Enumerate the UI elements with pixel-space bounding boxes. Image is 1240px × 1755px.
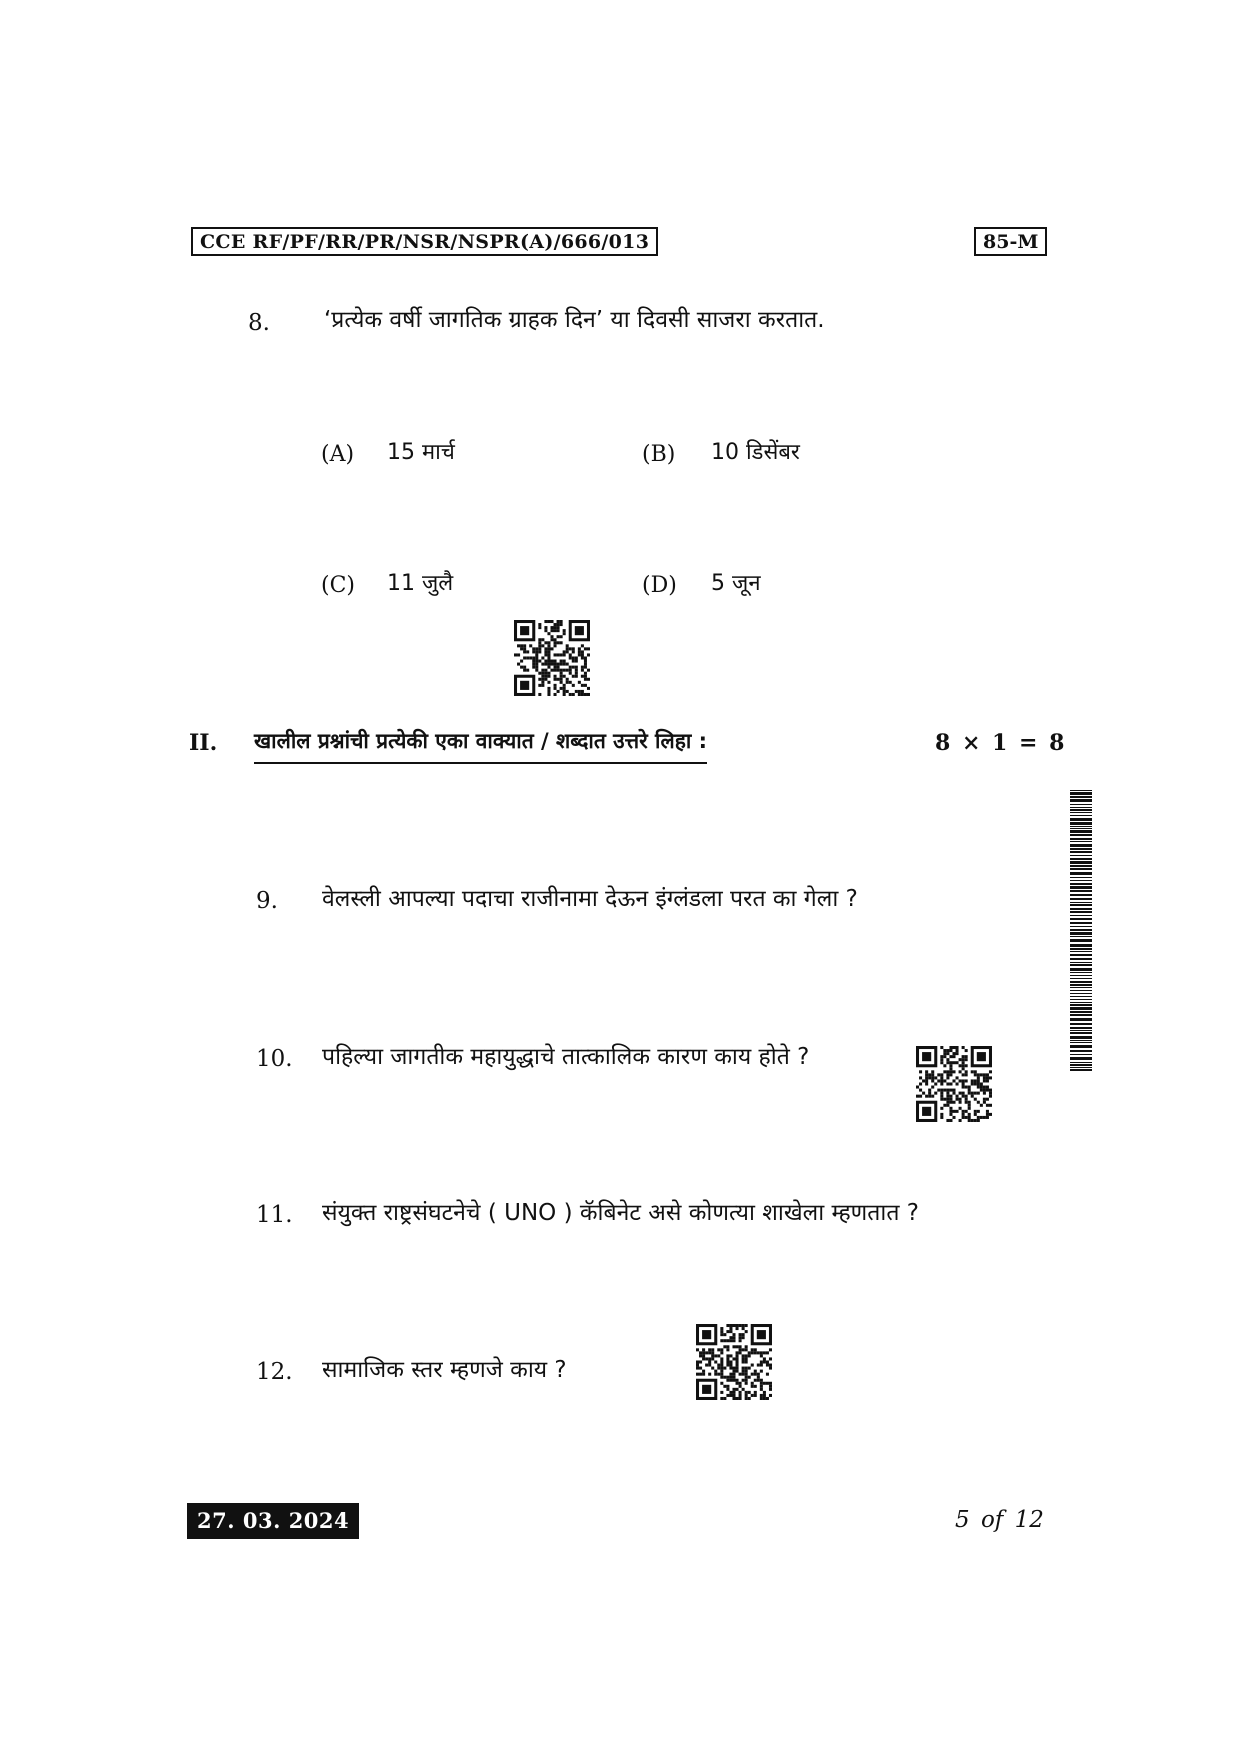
- option-c-text: 11 जुलै: [387, 571, 454, 596]
- section-number: II.: [189, 730, 218, 756]
- qr-code-icon: [916, 1046, 992, 1122]
- option-a-text: 15 मार्च: [387, 440, 455, 465]
- question-8-number: 8.: [248, 310, 270, 336]
- exam-code: CCE RF/PF/RR/PR/NSR/NSPR(A)/666/013: [191, 227, 658, 256]
- qr-code-icon: [514, 620, 590, 696]
- option-d-label: (D): [642, 573, 677, 598]
- section-marks: 8 × 1 = 8: [935, 730, 1065, 756]
- option-d-text: 5 जून: [711, 571, 761, 596]
- barcode-icon: [1070, 790, 1092, 1072]
- paper-code: 85-M: [974, 227, 1047, 256]
- question-12-text: सामाजिक स्तर म्हणजे काय ?: [322, 1357, 567, 1383]
- option-a-label: (A): [321, 442, 355, 467]
- option-c-label: (C): [321, 573, 355, 598]
- question-10-number: 10.: [256, 1046, 293, 1072]
- page-number: 5 of 12: [955, 1507, 1044, 1533]
- question-10-text: पहिल्या जागतीक महायुद्धाचे तात्कालिक कारण काय होते ?: [322, 1044, 810, 1070]
- question-12-number: 12.: [256, 1359, 293, 1385]
- qr-code-icon: [696, 1324, 772, 1400]
- question-9-number: 9.: [256, 888, 278, 914]
- question-9-text: वेलस्ली आपल्या पदाचा राजीनामा देऊन इंग्लंडला परत का गेला ?: [322, 886, 858, 912]
- question-11-text: संयुक्त राष्ट्रसंघटनेचे ( UNO ) कॅबिनेट असे कोणत्या शाखेला म्हणतात ?: [322, 1200, 920, 1226]
- exam-date-badge: 27. 03. 2024: [187, 1503, 359, 1539]
- option-b-label: (B): [642, 442, 676, 467]
- question-8-text: ‘प्रत्येक वर्षी जागतिक ग्राहक दिन’ या दिवसी साजरा करतात.: [324, 307, 825, 333]
- option-b-text: 10 डिसेंबर: [711, 440, 800, 465]
- question-11-number: 11.: [256, 1202, 293, 1228]
- section-title: खालील प्रश्नांची प्रत्येकी एका वाक्यात / शब्दात उत्तरे लिहा :: [254, 726, 707, 764]
